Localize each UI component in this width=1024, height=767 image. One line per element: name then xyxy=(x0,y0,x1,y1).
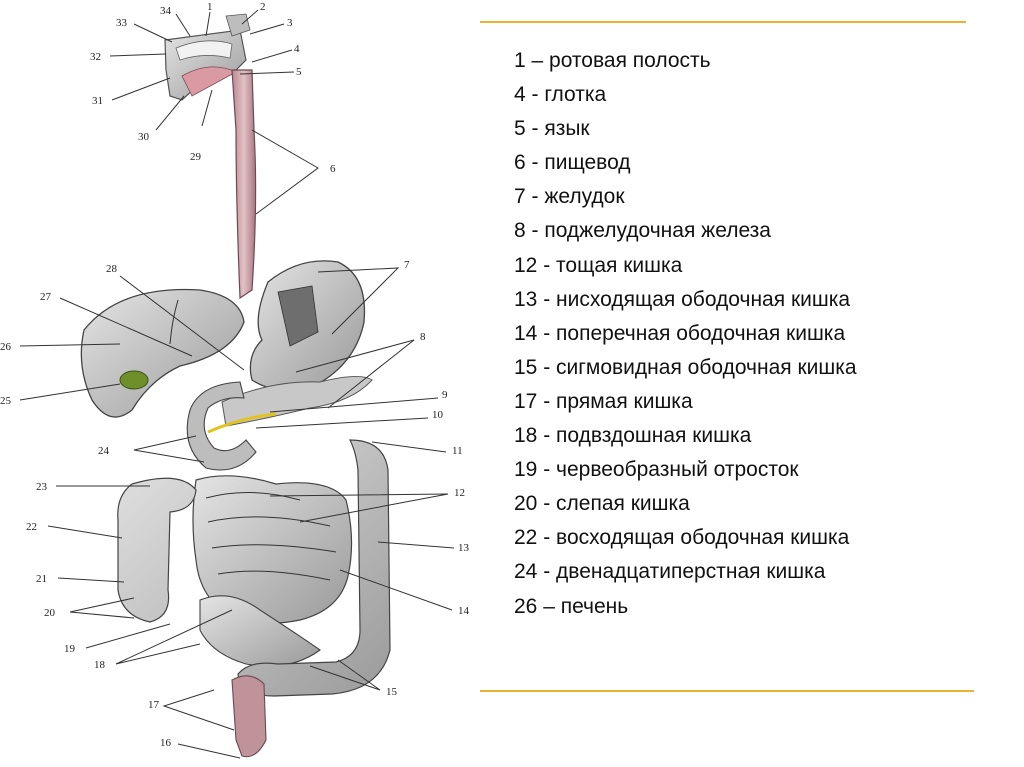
label-24: 24 xyxy=(98,445,109,457)
label-2: 2 xyxy=(260,1,266,13)
legend-item: 5 - язык xyxy=(514,117,590,141)
label-13: 13 xyxy=(458,542,469,554)
label-7: 7 xyxy=(404,259,410,271)
legend-item: 15 - сигмовидная ободочная кишка xyxy=(514,355,857,379)
label-31: 31 xyxy=(92,95,103,107)
label-22: 22 xyxy=(26,521,37,533)
label-23: 23 xyxy=(36,481,47,493)
legend-item: 26 – печень xyxy=(514,594,629,618)
label-33: 33 xyxy=(116,17,127,29)
label-16: 16 xyxy=(160,737,171,749)
bottom-divider xyxy=(480,690,974,692)
label-11: 11 xyxy=(452,445,463,457)
label-34: 34 xyxy=(160,5,171,17)
label-20: 20 xyxy=(44,607,55,619)
legend-item: 24 - двенадцатиперстная кишка xyxy=(514,560,826,584)
legend-item: 20 - слепая кишка xyxy=(514,492,690,516)
legend-item: 22 - восходящая ободочная кишка xyxy=(514,526,850,550)
label-19: 19 xyxy=(64,643,75,655)
label-27: 27 xyxy=(40,291,51,303)
label-30: 30 xyxy=(138,131,149,143)
label-25: 25 xyxy=(0,395,11,407)
esophagus xyxy=(232,70,256,298)
label-28: 28 xyxy=(106,263,117,275)
label-32: 32 xyxy=(90,51,101,63)
legend-item: 8 - поджелудочная железа xyxy=(514,219,771,243)
top-divider xyxy=(480,21,966,23)
label-15: 15 xyxy=(386,686,397,698)
label-29: 29 xyxy=(190,151,201,163)
label-9: 9 xyxy=(442,389,448,401)
digestive-system-diagram xyxy=(0,0,480,767)
label-4: 4 xyxy=(294,43,300,55)
legend-item: 1 – ротовая полость xyxy=(514,49,711,72)
label-21: 21 xyxy=(36,573,47,585)
label-14: 14 xyxy=(458,605,469,617)
legend-item: 19 - червеобразный отросток xyxy=(514,458,799,482)
legend-item: 14 - поперечная ободочная кишка xyxy=(514,321,846,345)
label-18: 18 xyxy=(94,659,105,671)
label-10: 10 xyxy=(432,409,443,421)
legend-item: 18 - подвздошная кишка xyxy=(514,424,752,448)
label-12: 12 xyxy=(454,487,465,499)
label-3: 3 xyxy=(287,17,293,29)
label-26: 26 xyxy=(0,341,11,353)
stomach xyxy=(250,261,364,390)
legend-item: 7 - желудок xyxy=(514,185,625,209)
label-17: 17 xyxy=(148,699,159,711)
organ-legend xyxy=(514,44,857,624)
legend-item: 17 - прямая кишка xyxy=(514,389,693,413)
legend-item: 13 - нисходящая ободочная кишка xyxy=(514,287,851,311)
label-1: 1 xyxy=(207,1,213,13)
legend-item: 4 - глотка xyxy=(514,83,607,107)
label-5: 5 xyxy=(296,66,302,78)
legend-item: 6 - пищевод xyxy=(514,151,631,175)
legend-item: 12 - тощая кишка xyxy=(514,253,683,277)
label-6: 6 xyxy=(330,163,336,175)
small-intestine xyxy=(193,476,352,666)
label-8: 8 xyxy=(420,331,426,343)
rectum xyxy=(232,676,266,757)
